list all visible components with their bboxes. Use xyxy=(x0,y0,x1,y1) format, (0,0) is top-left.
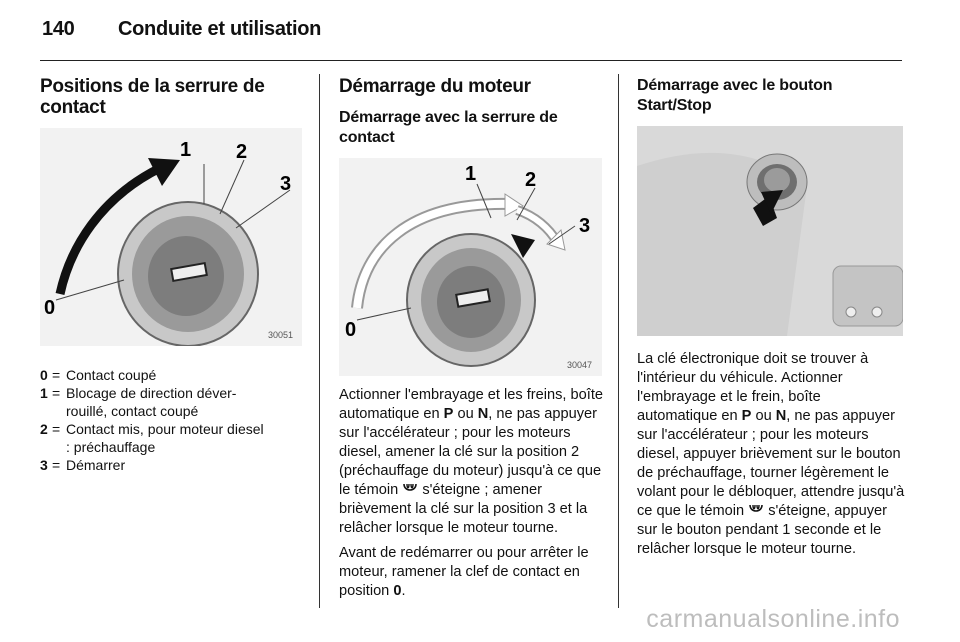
paragraph: Actionner l'embrayage et les freins, boîte automatique en P ou N, ne pas appuyer sur l'accélérateur ; pour les moteurs diesel, amener la clé sur la position 2 (préchauffage du moteur) jusqu'à ce que le témoin s'éteigne ; amener brièvement la clé sur la position 3 et la relâcher lorsque le moteur tourne. xyxy=(339,387,603,536)
watermark: carmanualsonline.info xyxy=(646,605,900,633)
figure-label-1: 1 xyxy=(180,139,192,161)
column-1 xyxy=(40,76,300,118)
start-stop-instructions xyxy=(637,350,905,559)
legend-item: 2 = Contact mis, pour moteur diesel : préchauffage xyxy=(40,421,264,455)
figure-label-1: 1 xyxy=(465,163,477,185)
legend-item: 1 = Blocage de direction déver-rouillé, contact coupé xyxy=(40,385,237,419)
column-2 xyxy=(339,76,601,148)
paragraph: La clé électronique doit se trouver à l'intérieur du véhicule. Actionner l'embrayage et le frein, boîte automatique en P ou N, ne pas appuyer sur l'accélérateur ; pour les moteurs diesel, appuyer brièvement sur le bouton de préchauffage, tourner légèrement le volant pour le débloquer, attendre jusqu'à ce que le témoin s'éteigne, appuyer sur le bouton pendant 1 seconde et le relâcher lorsque le moteur tourne. xyxy=(637,351,905,557)
ignition-position-legend xyxy=(40,366,266,474)
key-start-instructions xyxy=(339,386,605,601)
column-divider-1 xyxy=(319,74,320,608)
figure-label-2: 2 xyxy=(525,169,537,191)
figure-label-2: 2 xyxy=(236,141,248,163)
subsection-title-key-start: Démarrage avec la serrure de contact xyxy=(339,109,558,146)
page-title: Conduite et utilisation xyxy=(118,18,322,40)
section-title-ignition-positions: Positions de la serrure de contact xyxy=(40,76,265,118)
start-stop-button-figure xyxy=(637,126,903,336)
legend-item: 3 = Démarrer xyxy=(40,457,126,473)
column-divider-2 xyxy=(618,74,619,608)
figure-label-0: 0 xyxy=(44,297,56,319)
header-rule xyxy=(40,60,902,61)
glow-plug-icon xyxy=(402,482,418,496)
figure-label-0: 0 xyxy=(345,319,357,341)
section-title-start-stop: Démarrage avec le bouton Start/Stop xyxy=(637,77,833,114)
glow-plug-icon xyxy=(748,503,764,517)
figure-code: 30047 xyxy=(567,360,593,370)
figure-code: 30051 xyxy=(268,330,294,340)
legend-item: 0 = Contact coupé xyxy=(40,367,157,383)
paragraph: Avant de redémarrer ou pour arrêter le moteur, ramener la clef de contact en position 0. xyxy=(339,545,589,599)
figure-label-3: 3 xyxy=(280,173,292,195)
page-number: 140 xyxy=(42,18,75,40)
key-start-figure xyxy=(339,158,602,376)
column-3 xyxy=(637,76,903,116)
section-title-engine-start: Démarrage du moteur xyxy=(339,76,531,97)
figure-label-3: 3 xyxy=(579,215,591,237)
ignition-lock-figure xyxy=(40,128,302,346)
page-header xyxy=(42,18,321,41)
